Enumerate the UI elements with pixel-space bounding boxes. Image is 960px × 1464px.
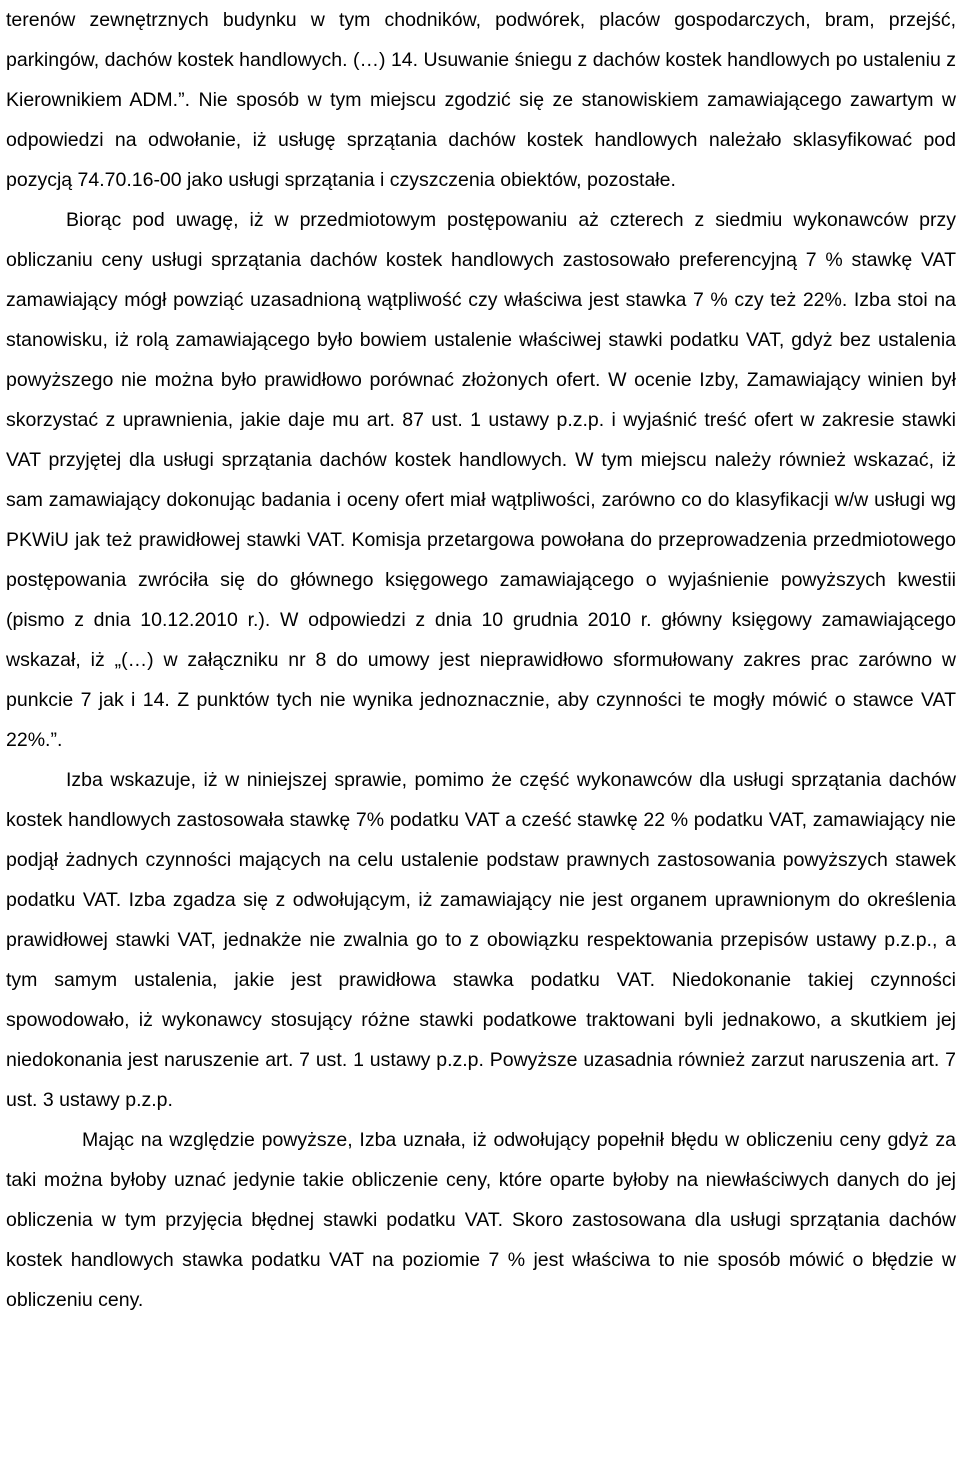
- paragraph-conclusion: Mając na względzie powyższe, Izba uznała, iż odwołujący popełnił błędu w obliczeniu ceny gdyż za taki można byłoby uznać jedynie takie obliczenie ceny, które oparte byłoby na niewłaściwych danych do jej obliczenia w tym przyjęcia błędnej stawki podatku VAT. Skoro zastosowana dla usługi sprzątania dachów kostek handlowych stawka podatku VAT na poziomie 7 % jest właściwa to nie sposób mówić o błędzie w obliczeniu ceny.: [6, 1129, 956, 1311]
- paragraph-vat-doubt: Biorąc pod uwagę, iż w przedmiotowym postępowaniu aż czterech z siedmiu wykonawców przy obliczaniu ceny usługi sprzątania dachów kostek handlowych zastosowało preferencyjną 7 % stawkę VAT zamawiający mógł powziąć uzasadnioną wątpliwość czy właściwa jest stawka 7 % czy też 22%. Izba stoi na stanowisku, iż rolą zamawiającego było bowiem ustalenie właściwej stawki podatku VAT, gdyż bez ustalenia powyższego nie można było prawidłowo porównać złożonych ofert. W ocenie Izby, Zamawiający winien był skorzystać z uprawnienia, jakie daje mu art. 87 ust. 1 ustawy p.z.p. i wyjaśnić treść ofert w zakresie stawki VAT przyjętej dla usługi sprzątania dachów kostek handlowych. W tym miejscu należy również wskazać, iż sam zamawiający dokonując badania i oceny ofert miał wątpliwości, zarówno co do klasyfikacji w/w usługi wg PKWiU jak też prawidłowej stawki VAT. Komisja przetargowa powołana do przeprowadzenia przedmiotowego postępowania zwróciła się do głównego księgowego zamawiającego o wyjaśnienie powyższych kwestii (pismo z dnia 10.12.2010 r.). W odpowiedzi z dnia 10 grudnia 2010 r. główny księgowy zamawiającego wskazał, iż „(…) w załączniku nr 8 do umowy jest nieprawidłowo sformułowany zakres prac zarówno w punkcie 7 jak i 14. Z punktów tych nie wynika jednoznacznie, aby czynności te mogły mówić o stawce VAT 22%.”.: [6, 209, 956, 751]
- document-page: [6, 0, 956, 1320]
- paragraph-izba-wskazuje: Izba wskazuje, iż w niniejszej sprawie, pomimo że część wykonawców dla usługi sprzątania dachów kostek handlowych zastosowała stawkę 7% podatku VAT a cześć stawkę 22 % podatku VAT, zamawiający nie podjął żadnych czynności mających na celu ustalenie podstaw prawnych zastosowania powyższych stawek podatku VAT. Izba zgadza się z odwołującym, iż zamawiający nie jest organem uprawnionym do określenia prawidłowej stawki VAT, jednakże nie zwalnia go to z obowiązku respektowania przepisów ustawy p.z.p., a tym samym ustalenia, jakie jest prawidłowa stawka podatku VAT. Niedokonanie takiej czynności spowodowało, iż wykonawcy stosujący różne stawki podatkowe traktowani byli jednakowo, a skutkiem jej niedokonania jest naruszenie art. 7 ust. 1 ustawy p.z.p. Powyższe uzasadnia również zarzut naruszenia art. 7 ust. 3 ustawy p.z.p.: [6, 769, 956, 1111]
- paragraph-continuation: terenów zewnętrznych budynku w tym chodników, podwórek, placów gospodarczych, bram, przejść, parkingów, dachów kostek handlowych. (…) 14. Usuwanie śniegu z dachów kostek handlowych po ustaleniu z Kierownikiem ADM.”. Nie sposób w tym miejscu zgodzić się ze stanowiskiem zamawiającego zawartym w odpowiedzi na odwołanie, iż usługę sprzątania dachów kostek handlowych należało sklasyfikować pod pozycją 74.70.16-00 jako usługi sprzątania i czyszczenia obiektów, pozostałe.: [6, 9, 956, 191]
